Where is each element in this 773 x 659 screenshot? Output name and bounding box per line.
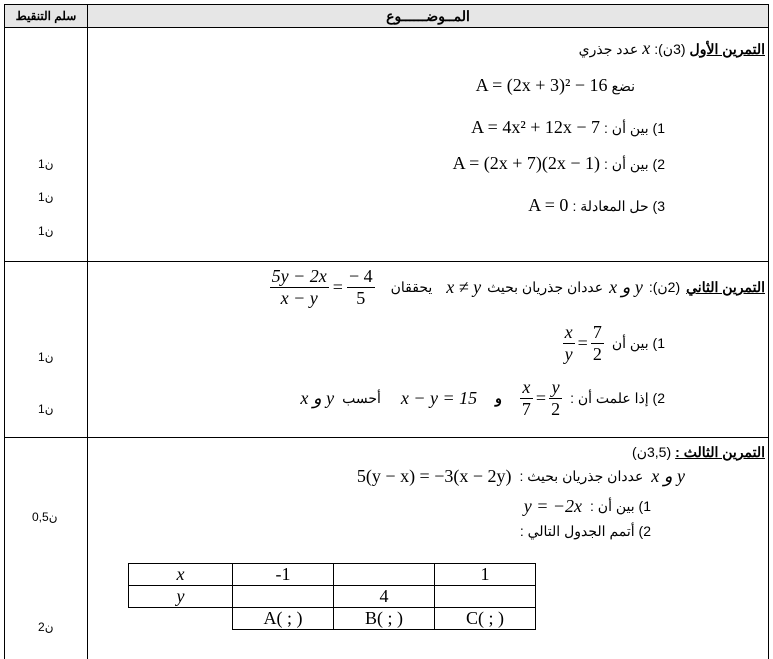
table-cell <box>129 608 233 630</box>
ex2-q1-num-b: 7 <box>592 322 602 342</box>
exercise-1-points: (3ن): <box>654 41 686 57</box>
exercise-3-vars: x و y <box>651 466 685 486</box>
ex1-q3-label: 3) حل المعادلة : <box>572 198 665 214</box>
table-cell: A( ; ) <box>233 608 334 630</box>
column-divider <box>87 4 88 659</box>
exercise-1-q3 <box>528 195 665 216</box>
exercise-3-intro-text: عددان جذريان بحيث : <box>519 468 644 484</box>
ex2-q2-ratio <box>520 377 562 420</box>
ex1-q1-expr: A = 4x² + 12x − 7 <box>471 117 601 137</box>
ex2-q2-den-a: 7 <box>521 399 531 419</box>
ex2-q2-fraction-a <box>520 377 533 420</box>
equals-sign: = <box>332 277 343 297</box>
fraction-2-numerator: − 4 <box>348 266 373 286</box>
ex2-q1-equals: = <box>577 333 588 353</box>
exercise-3-q2 <box>520 523 651 541</box>
exercise-2-q1 <box>563 322 665 365</box>
exercise-1-title: التمرين الأول <box>689 41 765 57</box>
ex2-q2-compute: أحسب <box>342 390 381 406</box>
ex1-q2-label: 2) بين أن : <box>604 156 665 172</box>
table-row-y <box>129 586 536 608</box>
ex2-q2-expr: 15 = x − y <box>400 388 478 408</box>
ex2-q2-label: 2) إذا علمت أن : <box>570 390 665 406</box>
ex2-q2-equals: = <box>535 388 547 408</box>
table-cell <box>334 564 435 586</box>
grading-scale-header: سلم التنقيط <box>15 9 77 23</box>
exercise-3-intro <box>357 466 685 487</box>
table-cell: -1 <box>233 564 334 586</box>
table-cell: y <box>129 586 233 608</box>
exercise-1-intro: عدد جذري <box>578 41 639 57</box>
exercise-3-heading <box>632 444 765 462</box>
table-cell: 4 <box>334 586 435 608</box>
exercise-3-intro-expr: 5(y − x) = −3(x − 2y) <box>356 466 512 486</box>
fraction-2-denominator: 5 <box>356 288 366 308</box>
table-cell: B( ; ) <box>334 608 435 630</box>
ex2-q1-equation <box>563 322 604 365</box>
exercise-2-condition: x ≠ y <box>446 277 482 297</box>
ex1-grade-2: 1ن <box>38 190 54 204</box>
exercise-3-q1 <box>524 496 651 517</box>
subject-header: المــوضــــــوع <box>386 7 470 24</box>
ex2-q2-num-a: x <box>520 377 533 399</box>
exercise-1-q1 <box>471 117 665 138</box>
exercise-2-title: التمرين الثاني <box>686 279 765 295</box>
table-cell: C( ; ) <box>435 608 536 630</box>
ex1-grade-3: 1ن <box>38 224 54 238</box>
section-divider-1 <box>4 261 769 262</box>
ex3-q1-label: 1) بين أن : <box>590 498 651 514</box>
ex1-q2-expr: A = (2x + 7)(2x − 1) <box>452 153 601 173</box>
ex3-q2-label: 2) أتمم الجدول التالي : <box>519 523 651 539</box>
exercise-2-points: (2ن): <box>648 279 681 295</box>
exercise-2-q2 <box>300 377 665 420</box>
fraction-1-numerator: 5y − 2x <box>271 266 327 286</box>
ex1-q1-label: 1) بين أن : <box>604 120 665 136</box>
define-word: نضع <box>611 78 635 94</box>
table-cell <box>233 586 334 608</box>
define-expr: A = (2x + 3)² − 16 <box>475 75 608 95</box>
table-cell: 1 <box>435 564 536 586</box>
ex2-q1-fraction-a <box>563 322 575 365</box>
exercise-2-equation <box>270 266 375 309</box>
exercise-1-var: x <box>642 38 651 58</box>
ex3-grade-1: 0,5ن <box>32 510 58 524</box>
exercise-3-title: التمرين الثالث : <box>675 444 765 460</box>
ex2-q1-den-a: y <box>564 344 573 364</box>
ex2-q2-fraction-b <box>549 377 562 420</box>
fraction-2 <box>347 266 375 309</box>
exercise-2-intro: عددان جذريان بحيث <box>487 279 604 295</box>
ex2-q2-den-b: 2 <box>551 399 561 419</box>
ex3-grade-2: 2ن <box>38 620 54 634</box>
ex2-q1-label: 1) بين أن <box>611 335 665 351</box>
header-divider <box>4 27 769 28</box>
ex1-grade-1: 1ن <box>38 157 54 171</box>
ex1-q3-expr: A = 0 <box>528 195 569 215</box>
ex2-q1-fraction-b <box>591 322 604 365</box>
fraction-1-denominator: x − y <box>280 288 318 308</box>
table-row-x <box>129 564 536 586</box>
table-cell: x <box>129 564 233 586</box>
fraction-1 <box>270 266 329 309</box>
values-table <box>128 563 536 630</box>
ex2-q1-den-b: 2 <box>592 344 602 364</box>
exercise-1-heading <box>579 38 765 59</box>
table-cell <box>435 586 536 608</box>
ex2-q2-vars: x و y <box>300 388 335 408</box>
exercise-1-q2 <box>453 153 665 174</box>
ex2-grade-2: 1ن <box>38 402 54 416</box>
ex2-q2-num-b: y <box>549 377 562 399</box>
exercise-1-definition <box>476 75 635 96</box>
exercise-2-verify: يحققان <box>390 279 433 295</box>
exercise-3-points: (3,5ن) <box>632 444 672 460</box>
table-row-points <box>129 608 536 630</box>
exercise-2-vars: x و y <box>609 277 643 297</box>
ex3-q1-expr: y = −2x <box>523 496 583 516</box>
ex2-q1-num-a: x <box>564 322 573 342</box>
section-divider-2 <box>4 437 769 438</box>
exercise-2-heading <box>270 266 765 309</box>
ex2-q2-and: و <box>495 390 502 406</box>
ex2-grade-1: 1ن <box>38 350 54 364</box>
